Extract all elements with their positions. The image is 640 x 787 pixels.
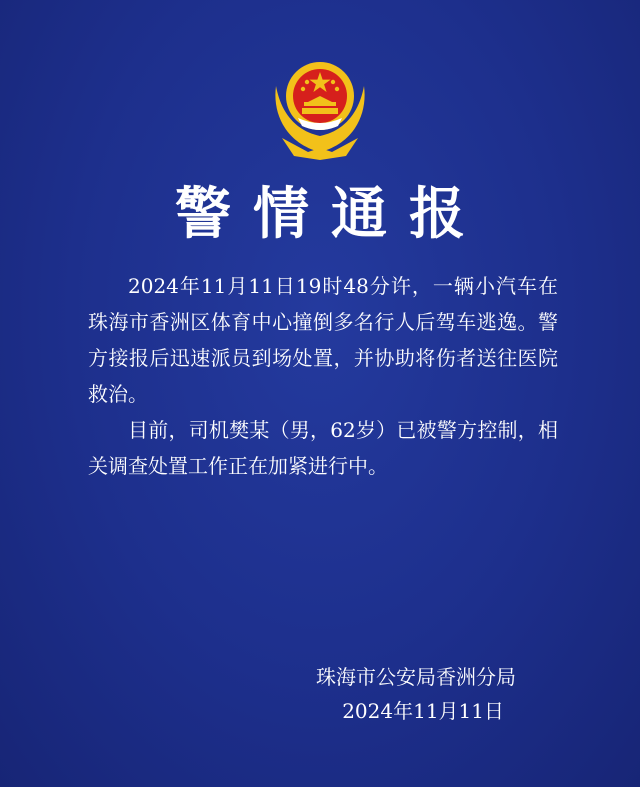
notice-paragraph: 目前，司机樊某（男，62岁）已被警方控制，相关调查处置工作正在加紧进行中。	[88, 418, 558, 478]
issuer-name: 珠海市公安局香洲分局	[316, 665, 516, 689]
police-emblem-icon	[268, 56, 372, 160]
notice-paragraph: 2024年11月11日19时48分许，一辆小汽车在珠海市香洲区体育中心撞倒多名行人后驾车逃逸。警方接报后迅速派员到场处置，并协助将伤者送往医院救治。	[88, 274, 558, 406]
notice-body	[88, 268, 558, 484]
issue-date: 2024年11月11日	[342, 699, 504, 723]
notice-signature	[0, 660, 620, 728]
notice-title: 警情通报	[175, 182, 487, 247]
